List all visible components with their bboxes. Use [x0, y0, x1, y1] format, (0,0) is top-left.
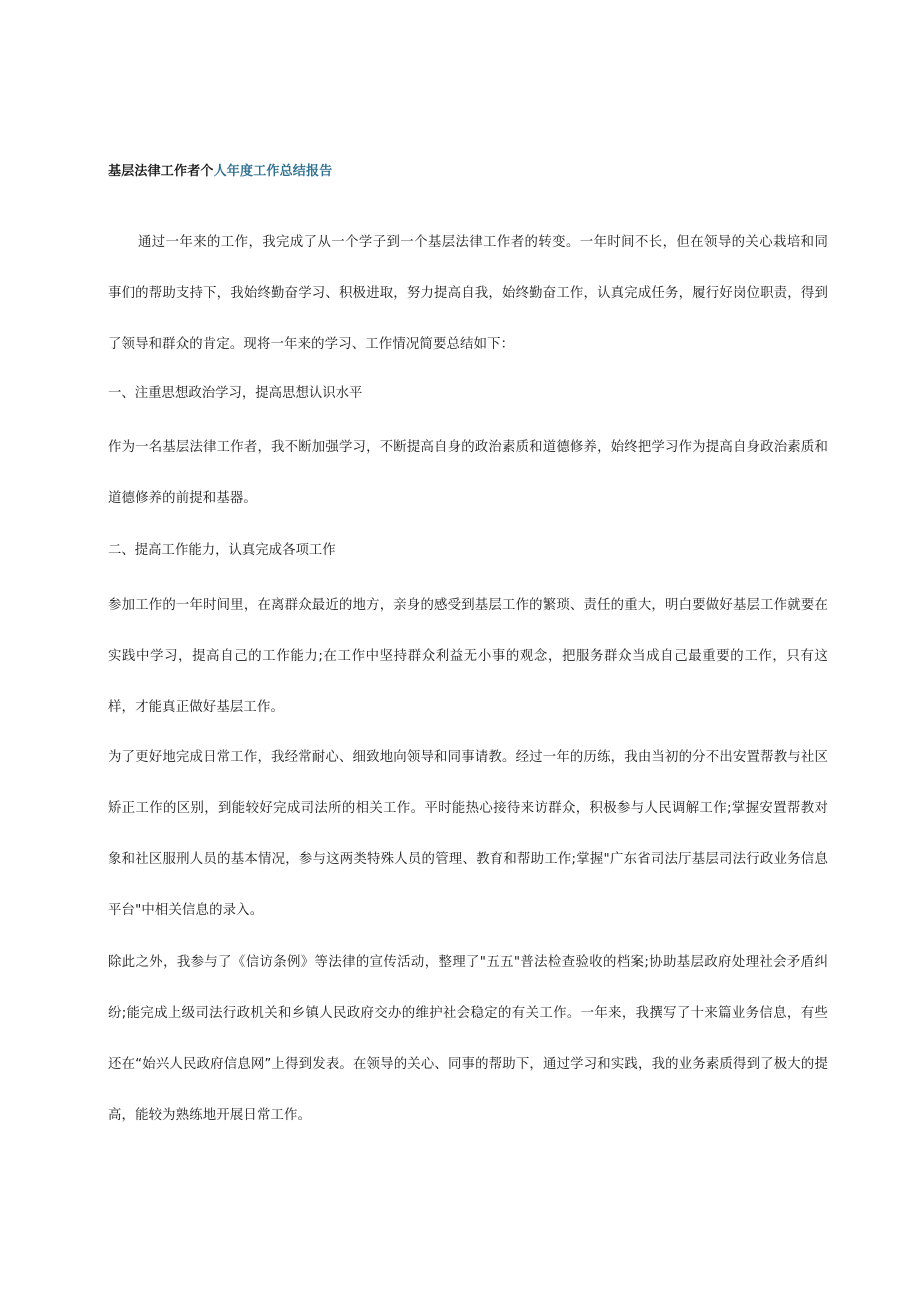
section-2-heading: 二、提高工作能力，认真完成各项工作 — [108, 543, 336, 558]
section-2-paragraph-2: 为了更好地完成日常工作，我经常耐心、细致地向领导和同事请教。经过一年的历练，我由当初的分不出安置帮教与社区矫正工作的区别，到能较好完成司法所的相关工作。平时能热心接待来访群众，积极参与人民调解工作;掌握安置帮教对象和社区服刑人员的基本情况，参与这两类特殊人员的管理、教育和帮助工作;掌握"广东省司法厅基层司法行政业务信息平台"中相关信息的录入。 — [108, 750, 828, 918]
section-1-body: 作为一名基层法律工作者，我不断加强学习，不断提高自身的政治素质和道德修养，始终把学习作为提高自身政治素质和道德修养的前提和基器。 — [108, 440, 828, 506]
title-part-2: 人年度工作总结报告 — [213, 164, 333, 179]
section-1-heading: 一、注重思想政治学习，提高思想认识水平 — [108, 386, 363, 401]
section-2-paragraph-1: 参加工作的一年时间里，在离群众最近的地方，亲身的感受到基层工作的繁琐、责任的重大，明白要做好基层工作就要在实践中学习，提高自己的工作能力;在工作中坚持群众利益无小事的观念，把服务群众当成自己最重要的工作，只有这样，才能真正做好基层工作。 — [108, 598, 828, 715]
intro-paragraph: 通过一年来的工作，我完成了从一个学子到一个基层法律工作者的转变。一年时间不长，但在领导的关心栽培和同事们的帮助支持下，我始终勤奋学习、积极进取，努力提高自我，始终勤奋工作，认真完成任务，履行好岗位职责，得到了领导和群众的肯定。现将一年来的学习、工作情况简要总结如下： — [108, 235, 828, 352]
document-title — [108, 160, 332, 179]
title-part-1: 基层法律工作者个 — [108, 164, 214, 179]
section-2-paragraph-3: 除此之外，我参与了《信访条例》等法律的宣传活动，整理了"五五"普法检查验收的档案;协助基层政府处理社会矛盾纠纷;能完成上级司法行政机关和乡镇人民政府交办的维护社会稳定的有关工作。一年来，我撰写了十来篇业务信息，有些还在“始兴人民政府信息网”上得到发表。在领导的关心、同事的帮助下，通过学习和实践，我的业务素质得到了极大的提高，能较为熟练地开展日常工作。 — [108, 955, 828, 1123]
